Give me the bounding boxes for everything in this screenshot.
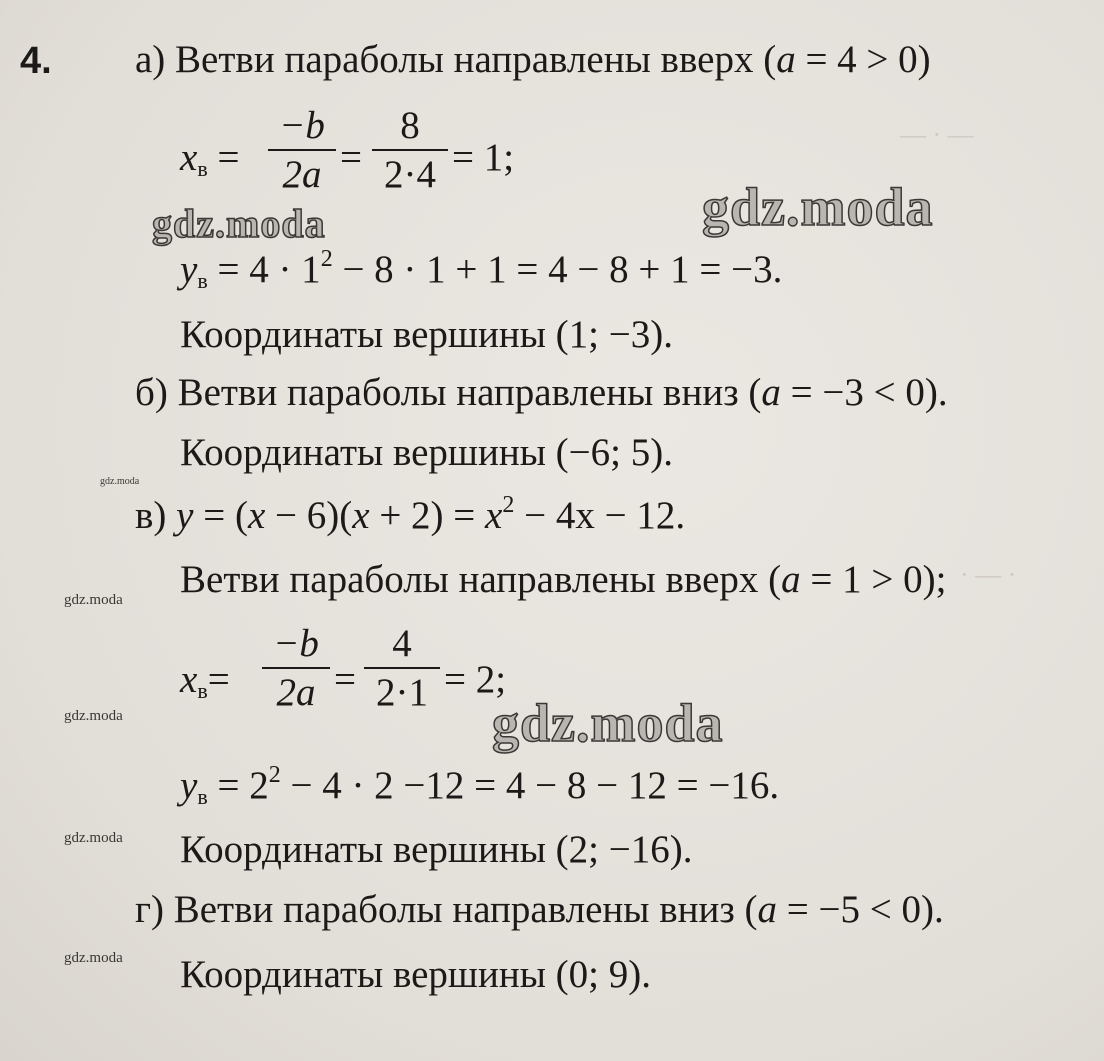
part-c-function: в) $y = (x - 6)(x + 2) = x^2 - 4x - 12$. <box>135 492 686 537</box>
watermark-small: gdz.moda <box>64 592 123 608</box>
watermark-large: gdz.moda <box>702 177 934 237</box>
watermark-small: gdz.moda <box>100 476 140 487</box>
part-b-vertex: Координаты вершины (−6; 5). <box>180 431 673 474</box>
watermark-small: gdz.moda <box>64 708 123 724</box>
watermark-medium: gdz.moda <box>152 201 326 246</box>
watermark-small: gdz.moda <box>64 950 123 966</box>
part-c-fraction-1: $\frac{-b}{2a}$ <box>262 624 330 712</box>
watermark-small: gdz.moda <box>64 830 123 846</box>
part-b-statement: б) Ветви параболы направлены вниз (a = −3 < 0). <box>135 371 948 414</box>
part-c-x-label: $x_в=$ <box>180 658 230 703</box>
part-c-x-result: = 2; <box>444 658 507 701</box>
part-a-x-label: $x_в$ = <box>180 136 240 181</box>
part-a-fraction-1: $\frac{-b}{2a}$ <box>268 106 336 194</box>
part-a-equals: = <box>340 136 362 179</box>
part-d-statement: г) Ветви параболы направлены вниз (a = −5 < 0). <box>135 888 944 931</box>
show-through: — · — <box>900 120 974 149</box>
part-a-vertex: Координаты вершины (1; −3). <box>180 313 673 356</box>
part-c-statement: Ветви параболы направлены вверх (a = 1 > 0); <box>180 558 947 601</box>
problem-number: 4. <box>20 40 52 82</box>
part-d-vertex: Координаты вершины (0; 9). <box>180 953 651 996</box>
part-c-y-calculation: $y_в = 2^2 - 4 \cdot 2 -12 = 4 - 8 - 12 = -16$. <box>180 762 780 809</box>
part-a-y-calculation: $y_в = 4 \cdot 1^2 - 8 \cdot 1 + 1 = 4 - 8 + 1 = -3$. <box>180 246 783 293</box>
part-a-fraction-2: $\frac{8}{2\cdot 4}$ <box>372 106 448 194</box>
part-a-statement: а) Ветви параболы направлены вверх (a = 4 > 0) <box>135 38 931 81</box>
show-through: · — · <box>960 560 1017 589</box>
watermark-large: gdz.moda <box>492 693 724 753</box>
part-c-equals: = <box>334 658 356 701</box>
part-a-x-result: = 1; <box>452 136 515 179</box>
part-c-vertex: Координаты вершины (2; −16). <box>180 828 693 871</box>
part-c-fraction-2: $\frac{4}{2\cdot 1}$ <box>364 624 440 712</box>
